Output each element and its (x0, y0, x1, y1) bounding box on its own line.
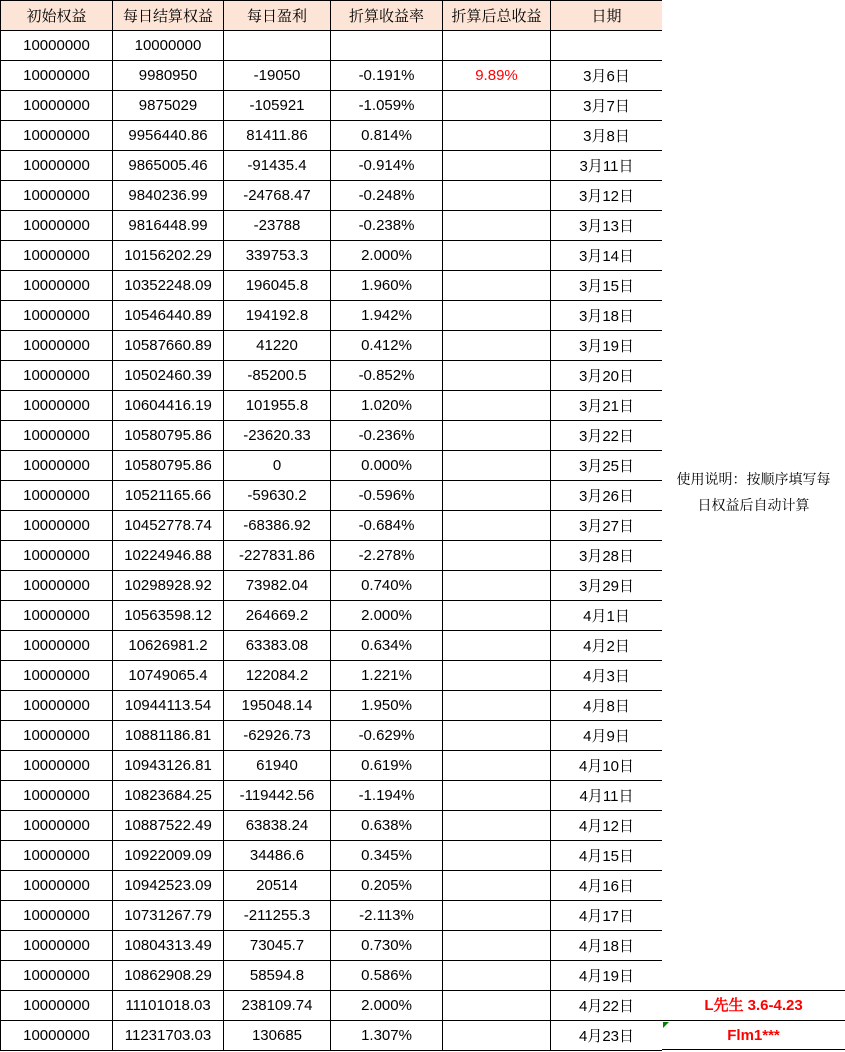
table-row (1, 31, 663, 61)
cell-daily-profit[interactable]: 63383.08 (224, 631, 331, 661)
cell-total-return[interactable] (443, 961, 551, 991)
table-row (1, 181, 663, 211)
cell-daily-profit[interactable]: -211255.3 (224, 901, 331, 931)
cell-settled-equity[interactable]: 9840236.99 (113, 181, 224, 211)
cell-return-rate[interactable]: 2.000% (331, 241, 443, 271)
cell-return-rate[interactable]: -0.914% (331, 151, 443, 181)
cell-date[interactable]: 4月2日 (551, 631, 663, 661)
table-row (1, 331, 663, 361)
cell-settled-equity[interactable]: 11101018.03 (113, 991, 224, 1021)
table-row (1, 121, 663, 151)
table-row (1, 571, 663, 601)
cell-initial-equity[interactable]: 10000000 (1, 451, 113, 481)
cell-return-rate[interactable]: 2.000% (331, 991, 443, 1021)
cell-date[interactable]: 4月1日 (551, 601, 663, 631)
cell-initial-equity[interactable]: 10000000 (1, 91, 113, 121)
table-row (1, 811, 663, 841)
cell-daily-profit[interactable]: 73045.7 (224, 931, 331, 961)
cell-initial-equity[interactable]: 10000000 (1, 721, 113, 751)
cell-return-rate[interactable]: 0.740% (331, 571, 443, 601)
cell-return-rate[interactable] (331, 31, 443, 61)
table-row (1, 61, 663, 91)
cell-daily-profit[interactable]: -19050 (224, 61, 331, 91)
cell-return-rate[interactable]: 1.942% (331, 301, 443, 331)
cell-date[interactable]: 3月29日 (551, 571, 663, 601)
cell-date[interactable]: 3月7日 (551, 91, 663, 121)
cell-initial-equity[interactable]: 10000000 (1, 751, 113, 781)
cell-settled-equity[interactable]: 10580795.86 (113, 451, 224, 481)
cell-initial-equity[interactable]: 10000000 (1, 1021, 113, 1051)
cell-settled-equity[interactable]: 10804313.49 (113, 931, 224, 961)
cell-total-return[interactable] (443, 781, 551, 811)
cell-initial-equity[interactable]: 10000000 (1, 421, 113, 451)
cell-total-return[interactable] (443, 361, 551, 391)
cell-total-return[interactable] (443, 421, 551, 451)
column-header-return-rate[interactable]: 折算收益率 (331, 1, 443, 31)
cell-date[interactable]: 3月22日 (551, 421, 663, 451)
cell-daily-profit[interactable]: 101955.8 (224, 391, 331, 421)
cell-total-return[interactable] (443, 631, 551, 661)
cell-daily-profit[interactable]: 196045.8 (224, 271, 331, 301)
cell-initial-equity[interactable]: 10000000 (1, 121, 113, 151)
instruction-line-1: 使用说明：按顺序填写每 (676, 471, 831, 487)
cell-initial-equity[interactable]: 10000000 (1, 31, 113, 61)
cell-total-return[interactable] (443, 691, 551, 721)
cell-initial-equity[interactable]: 10000000 (1, 691, 113, 721)
cell-settled-equity[interactable]: 10352248.09 (113, 271, 224, 301)
column-header-date[interactable]: 日期 (551, 1, 663, 31)
instruction-line-2: 日权益后自动计算 (697, 497, 810, 513)
cell-daily-profit[interactable]: -23620.33 (224, 421, 331, 451)
cell-date[interactable]: 3月20日 (551, 361, 663, 391)
cell-date[interactable]: 3月13日 (551, 211, 663, 241)
cell-daily-profit[interactable]: 339753.3 (224, 241, 331, 271)
cell-daily-profit[interactable]: -85200.5 (224, 361, 331, 391)
cell-daily-profit[interactable]: 194192.8 (224, 301, 331, 331)
cell-settled-equity[interactable]: 10944113.54 (113, 691, 224, 721)
table-row (1, 901, 663, 931)
cell-daily-profit[interactable]: 122084.2 (224, 661, 331, 691)
instruction-note[interactable] (662, 466, 845, 518)
cell-total-return[interactable] (443, 31, 551, 61)
table-row (1, 631, 663, 661)
cell-initial-equity[interactable]: 10000000 (1, 271, 113, 301)
cell-daily-profit[interactable]: 0 (224, 451, 331, 481)
cell-daily-profit[interactable]: 61940 (224, 751, 331, 781)
cell-total-return[interactable] (443, 391, 551, 421)
cell-initial-equity[interactable]: 10000000 (1, 181, 113, 211)
cell-initial-equity[interactable]: 10000000 (1, 931, 113, 961)
cell-total-return[interactable] (443, 211, 551, 241)
table-row (1, 781, 663, 811)
cell-date[interactable]: 4月16日 (551, 871, 663, 901)
cell-return-rate[interactable]: 1.221% (331, 661, 443, 691)
table-row (1, 931, 663, 961)
cell-return-rate[interactable]: 1.960% (331, 271, 443, 301)
cell-initial-equity[interactable]: 10000000 (1, 991, 113, 1021)
error-indicator-triangle (663, 1022, 669, 1028)
cell-date[interactable]: 3月18日 (551, 301, 663, 331)
cell-settled-equity[interactable]: 10000000 (113, 31, 224, 61)
cell-date[interactable]: 3月15日 (551, 271, 663, 301)
cell-settled-equity[interactable]: 11231703.03 (113, 1021, 224, 1051)
cell-daily-profit[interactable]: 195048.14 (224, 691, 331, 721)
cell-initial-equity[interactable]: 10000000 (1, 481, 113, 511)
cell-total-return[interactable] (443, 661, 551, 691)
cell-daily-profit[interactable]: -91435.4 (224, 151, 331, 181)
cell-initial-equity[interactable]: 10000000 (1, 661, 113, 691)
cell-total-return[interactable] (443, 511, 551, 541)
cell-return-rate[interactable]: 0.814% (331, 121, 443, 151)
cell-settled-equity[interactable]: 10156202.29 (113, 241, 224, 271)
cell-initial-equity[interactable]: 10000000 (1, 511, 113, 541)
cell-total-return[interactable] (443, 751, 551, 781)
cell-daily-profit[interactable]: 63838.24 (224, 811, 331, 841)
cell-daily-profit[interactable]: -105921 (224, 91, 331, 121)
cell-return-rate[interactable]: -1.194% (331, 781, 443, 811)
cell-date[interactable]: 4月3日 (551, 661, 663, 691)
cell-daily-profit[interactable]: 73982.04 (224, 571, 331, 601)
cell-daily-profit[interactable]: 238109.74 (224, 991, 331, 1021)
column-header-settled-equity[interactable]: 每日结算权益 (113, 1, 224, 31)
cell-date[interactable]: 4月12日 (551, 811, 663, 841)
cell-settled-equity[interactable]: 9956440.86 (113, 121, 224, 151)
column-header-total-return[interactable]: 折算后总收益 (443, 1, 551, 31)
cell-initial-equity[interactable]: 10000000 (1, 901, 113, 931)
cell-settled-equity[interactable]: 10887522.49 (113, 811, 224, 841)
cell-return-rate[interactable]: 0.205% (331, 871, 443, 901)
cell-daily-profit[interactable]: -62926.73 (224, 721, 331, 751)
cell-total-return[interactable] (443, 601, 551, 631)
cell-total-return[interactable] (443, 871, 551, 901)
cell-date[interactable]: 4月11日 (551, 781, 663, 811)
cell-daily-profit[interactable] (224, 31, 331, 61)
cell-date[interactable]: 3月6日 (551, 61, 663, 91)
cell-return-rate[interactable]: -0.596% (331, 481, 443, 511)
cell-date[interactable]: 3月21日 (551, 391, 663, 421)
table-row (1, 661, 663, 691)
cell-initial-equity[interactable]: 10000000 (1, 391, 113, 421)
cell-daily-profit[interactable]: -24768.47 (224, 181, 331, 211)
table-row (1, 211, 663, 241)
cell-return-rate[interactable]: 0.634% (331, 631, 443, 661)
right-margin (662, 0, 845, 1052)
cell-total-return[interactable] (443, 151, 551, 181)
cell-initial-equity[interactable]: 10000000 (1, 571, 113, 601)
cell-total-return[interactable] (443, 121, 551, 151)
cell-settled-equity[interactable]: 10546440.89 (113, 301, 224, 331)
cell-total-return[interactable] (443, 571, 551, 601)
cell-settled-equity[interactable]: 10749065.4 (113, 661, 224, 691)
cell-daily-profit[interactable]: 130685 (224, 1021, 331, 1051)
cell-daily-profit[interactable]: 58594.8 (224, 961, 331, 991)
cell-return-rate[interactable]: -1.059% (331, 91, 443, 121)
cell-total-return[interactable] (443, 331, 551, 361)
cell-settled-equity[interactable]: 10604416.19 (113, 391, 224, 421)
cell-settled-equity[interactable]: 10626981.2 (113, 631, 224, 661)
column-header-daily-profit[interactable]: 每日盈利 (224, 1, 331, 31)
cell-daily-profit[interactable]: -119442.56 (224, 781, 331, 811)
cell-initial-equity[interactable]: 10000000 (1, 541, 113, 571)
cell-settled-equity[interactable]: 10922009.09 (113, 841, 224, 871)
cell-total-return[interactable] (443, 901, 551, 931)
cell-date[interactable]: 3月8日 (551, 121, 663, 151)
cell-date[interactable]: 4月9日 (551, 721, 663, 751)
cell-return-rate[interactable]: 0.619% (331, 751, 443, 781)
table-row (1, 961, 663, 991)
cell-total-return[interactable] (443, 541, 551, 571)
table-row (1, 241, 663, 271)
cell-total-return[interactable] (443, 181, 551, 211)
cell-daily-profit[interactable]: -68386.92 (224, 511, 331, 541)
cell-settled-equity[interactable]: 10502460.39 (113, 361, 224, 391)
cell-return-rate[interactable]: -2.278% (331, 541, 443, 571)
cell-daily-profit[interactable]: 81411.86 (224, 121, 331, 151)
cell-return-rate[interactable]: 0.730% (331, 931, 443, 961)
cell-daily-profit[interactable]: 264669.2 (224, 601, 331, 631)
table-row (1, 361, 663, 391)
cell-return-rate[interactable]: 0.412% (331, 331, 443, 361)
cell-date[interactable]: 4月17日 (551, 901, 663, 931)
cell-return-rate[interactable]: -0.191% (331, 61, 443, 91)
cell-daily-profit[interactable]: -227831.86 (224, 541, 331, 571)
cell-return-rate[interactable]: -0.684% (331, 511, 443, 541)
cell-return-rate[interactable]: 0.586% (331, 961, 443, 991)
cell-settled-equity[interactable]: 10452778.74 (113, 511, 224, 541)
cell-total-return[interactable] (443, 241, 551, 271)
cell-date[interactable] (551, 31, 663, 61)
cell-settled-equity[interactable]: 9980950 (113, 61, 224, 91)
cell-daily-profit[interactable]: -23788 (224, 211, 331, 241)
cell-total-return[interactable] (443, 301, 551, 331)
table-row (1, 451, 663, 481)
cell-return-rate[interactable]: -0.238% (331, 211, 443, 241)
cell-daily-profit[interactable]: -59630.2 (224, 481, 331, 511)
total-return-value-cell[interactable]: 9.89% (443, 61, 551, 91)
cell-initial-equity[interactable]: 10000000 (1, 781, 113, 811)
cell-date[interactable]: 4月19日 (551, 961, 663, 991)
cell-initial-equity[interactable]: 10000000 (1, 151, 113, 181)
cell-initial-equity[interactable]: 10000000 (1, 811, 113, 841)
cell-daily-profit[interactable]: 41220 (224, 331, 331, 361)
cell-initial-equity[interactable]: 10000000 (1, 241, 113, 271)
cell-date[interactable]: 4月15日 (551, 841, 663, 871)
cell-initial-equity[interactable]: 10000000 (1, 631, 113, 661)
cell-daily-profit[interactable]: 34486.6 (224, 841, 331, 871)
cell-initial-equity[interactable]: 10000000 (1, 871, 113, 901)
table-row (1, 691, 663, 721)
cell-settled-equity[interactable]: 10942523.09 (113, 871, 224, 901)
cell-total-return[interactable] (443, 811, 551, 841)
cell-settled-equity[interactable]: 10823684.25 (113, 781, 224, 811)
cell-total-return[interactable] (443, 841, 551, 871)
cell-initial-equity[interactable]: 10000000 (1, 841, 113, 871)
cell-total-return[interactable] (443, 481, 551, 511)
cell-settled-equity[interactable]: 10943126.81 (113, 751, 224, 781)
table-row (1, 871, 663, 901)
cell-date[interactable]: 3月14日 (551, 241, 663, 271)
cell-date[interactable]: 3月28日 (551, 541, 663, 571)
cell-total-return[interactable] (443, 721, 551, 751)
cell-date[interactable]: 3月19日 (551, 331, 663, 361)
cell-initial-equity[interactable]: 10000000 (1, 601, 113, 631)
cell-settled-equity[interactable]: 10298928.92 (113, 571, 224, 601)
cell-return-rate[interactable]: 0.638% (331, 811, 443, 841)
table-row (1, 751, 663, 781)
cell-date[interactable]: 3月27日 (551, 511, 663, 541)
cell-settled-equity[interactable]: 10563598.12 (113, 601, 224, 631)
table-row (1, 91, 663, 121)
cell-initial-equity[interactable]: 10000000 (1, 301, 113, 331)
cell-return-rate[interactable]: -0.248% (331, 181, 443, 211)
cell-settled-equity[interactable]: 10731267.79 (113, 901, 224, 931)
cell-settled-equity[interactable]: 10587660.89 (113, 331, 224, 361)
trader-note-cell[interactable]: L先生 3.6-4.23 (662, 990, 845, 1020)
table-row (1, 421, 663, 451)
cell-settled-equity[interactable]: 10224946.88 (113, 541, 224, 571)
cell-date[interactable]: 4月23日 (551, 1021, 663, 1051)
cell-return-rate[interactable]: 1.020% (331, 391, 443, 421)
cell-initial-equity[interactable]: 10000000 (1, 361, 113, 391)
column-header-initial-equity[interactable]: 初始权益 (1, 1, 113, 31)
cell-return-rate[interactable]: -0.236% (331, 421, 443, 451)
cell-settled-equity[interactable]: 10881186.81 (113, 721, 224, 751)
table-row (1, 841, 663, 871)
cell-settled-equity[interactable]: 10521165.66 (113, 481, 224, 511)
table-row (1, 541, 663, 571)
cell-initial-equity[interactable]: 10000000 (1, 61, 113, 91)
cell-return-rate[interactable]: 2.000% (331, 601, 443, 631)
cell-date[interactable]: 4月8日 (551, 691, 663, 721)
table-row (1, 991, 663, 1021)
cell-return-rate[interactable]: -0.852% (331, 361, 443, 391)
cell-date[interactable]: 3月26日 (551, 481, 663, 511)
account-note-cell[interactable]: Flm1*** (662, 1020, 845, 1050)
cell-return-rate[interactable]: 0.345% (331, 841, 443, 871)
table-row (1, 301, 663, 331)
cell-settled-equity[interactable]: 9865005.46 (113, 151, 224, 181)
cell-initial-equity[interactable]: 10000000 (1, 211, 113, 241)
table-row (1, 601, 663, 631)
cell-date[interactable]: 3月11日 (551, 151, 663, 181)
table-row (1, 511, 663, 541)
table-row (1, 1021, 663, 1051)
cell-settled-equity[interactable]: 9875029 (113, 91, 224, 121)
cell-daily-profit[interactable]: 20514 (224, 871, 331, 901)
table-row (1, 151, 663, 181)
cell-date[interactable]: 4月10日 (551, 751, 663, 781)
cell-total-return[interactable] (443, 451, 551, 481)
cell-date[interactable]: 4月22日 (551, 991, 663, 1021)
cell-initial-equity[interactable]: 10000000 (1, 331, 113, 361)
table-row (1, 481, 663, 511)
cell-return-rate[interactable]: -0.629% (331, 721, 443, 751)
table-row (1, 271, 663, 301)
cell-total-return[interactable] (443, 271, 551, 301)
table-row (1, 721, 663, 751)
cell-date[interactable]: 4月18日 (551, 931, 663, 961)
cell-settled-equity[interactable]: 10862908.29 (113, 961, 224, 991)
cell-settled-equity[interactable]: 10580795.86 (113, 421, 224, 451)
table-row (1, 391, 663, 421)
cell-total-return[interactable] (443, 91, 551, 121)
cell-return-rate[interactable]: -2.113% (331, 901, 443, 931)
cell-return-rate[interactable]: 1.307% (331, 1021, 443, 1051)
cell-settled-equity[interactable]: 9816448.99 (113, 211, 224, 241)
cell-initial-equity[interactable]: 10000000 (1, 961, 113, 991)
cell-return-rate[interactable]: 0.000% (331, 451, 443, 481)
cell-total-return[interactable] (443, 1021, 551, 1051)
cell-date[interactable]: 3月25日 (551, 451, 663, 481)
cell-total-return[interactable] (443, 991, 551, 1021)
cell-date[interactable]: 3月12日 (551, 181, 663, 211)
cell-return-rate[interactable]: 1.950% (331, 691, 443, 721)
cell-total-return[interactable] (443, 931, 551, 961)
table-header-row (1, 1, 663, 31)
